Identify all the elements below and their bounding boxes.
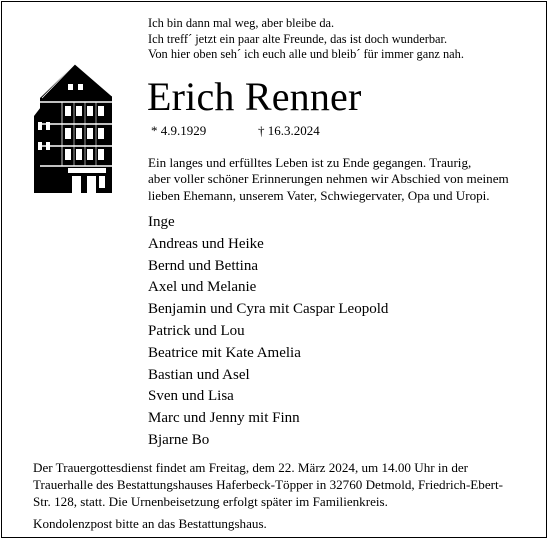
- mourner-entry: Andreas und Heike: [148, 235, 264, 252]
- condolence-note: Kondolenzpost bitte an das Bestattungshaus.: [33, 516, 267, 531]
- mourner-entry: Beatrice mit Kate Amelia: [148, 344, 301, 361]
- message-line: Ein langes und erfülltes Leben ist zu Ende gegangen. Traurig,: [148, 155, 472, 170]
- mourner-entry: Patrick und Lou: [148, 322, 245, 339]
- mourner-entry: Sven und Lisa: [148, 388, 234, 405]
- message-line: lieben Ehemann, unserem Vater, Schwiegervater, Opa und Uropi.: [148, 187, 490, 203]
- mourner-entry: Marc und Jenny mit Finn: [148, 410, 300, 427]
- birth-date: * 4.9.1929: [151, 123, 207, 138]
- mourner-entry: Bjarne Bo: [148, 431, 210, 448]
- mourner-entry: Inge: [148, 214, 175, 230]
- farewell-message: [148, 155, 543, 204]
- mourners-list: [148, 212, 388, 452]
- half-timbered-house-icon: [32, 58, 118, 193]
- service-line: Der Trauergottesdienst findet am Freitag, dem 22. März 2024, um 14.00 Uhr in der: [33, 460, 469, 475]
- mourner-entry: Axel und Melanie: [148, 279, 257, 296]
- deceased-name: Erich Renner: [147, 74, 362, 119]
- poem-line: Ich bin dann mal weg, aber bleibe da.: [148, 16, 335, 30]
- service-line: Trauerhalle des Bestattungshauses Haferbeck-Töpper in 32760 Detmold, Friedrich-Ebert-: [33, 476, 504, 492]
- mourner-entry: Benjamin und Cyra mit Caspar Leopold: [148, 301, 389, 318]
- service-line: Str. 128, statt. Die Urnenbeisetzung erfolgt später im Familienkreis.: [33, 493, 388, 509]
- poem-line: Von hier oben seh´ ich euch alle und bleib´ für immer ganz nah.: [148, 47, 464, 61]
- poem-line: Ich treff´ jetzt ein paar alte Freunde, das ist doch wunderbar.: [148, 31, 448, 46]
- notice-frame: [1, 1, 547, 538]
- service-details: [33, 460, 533, 510]
- message-line: aber voller schöner Erinnerungen nehmen wir Abschied von meinem: [148, 171, 509, 187]
- mourner-entry: Bernd und Bettina: [148, 257, 258, 274]
- death-date: † 16.3.2024: [258, 123, 320, 138]
- poem: [148, 16, 538, 63]
- mourner-entry: Bastian und Asel: [148, 366, 250, 383]
